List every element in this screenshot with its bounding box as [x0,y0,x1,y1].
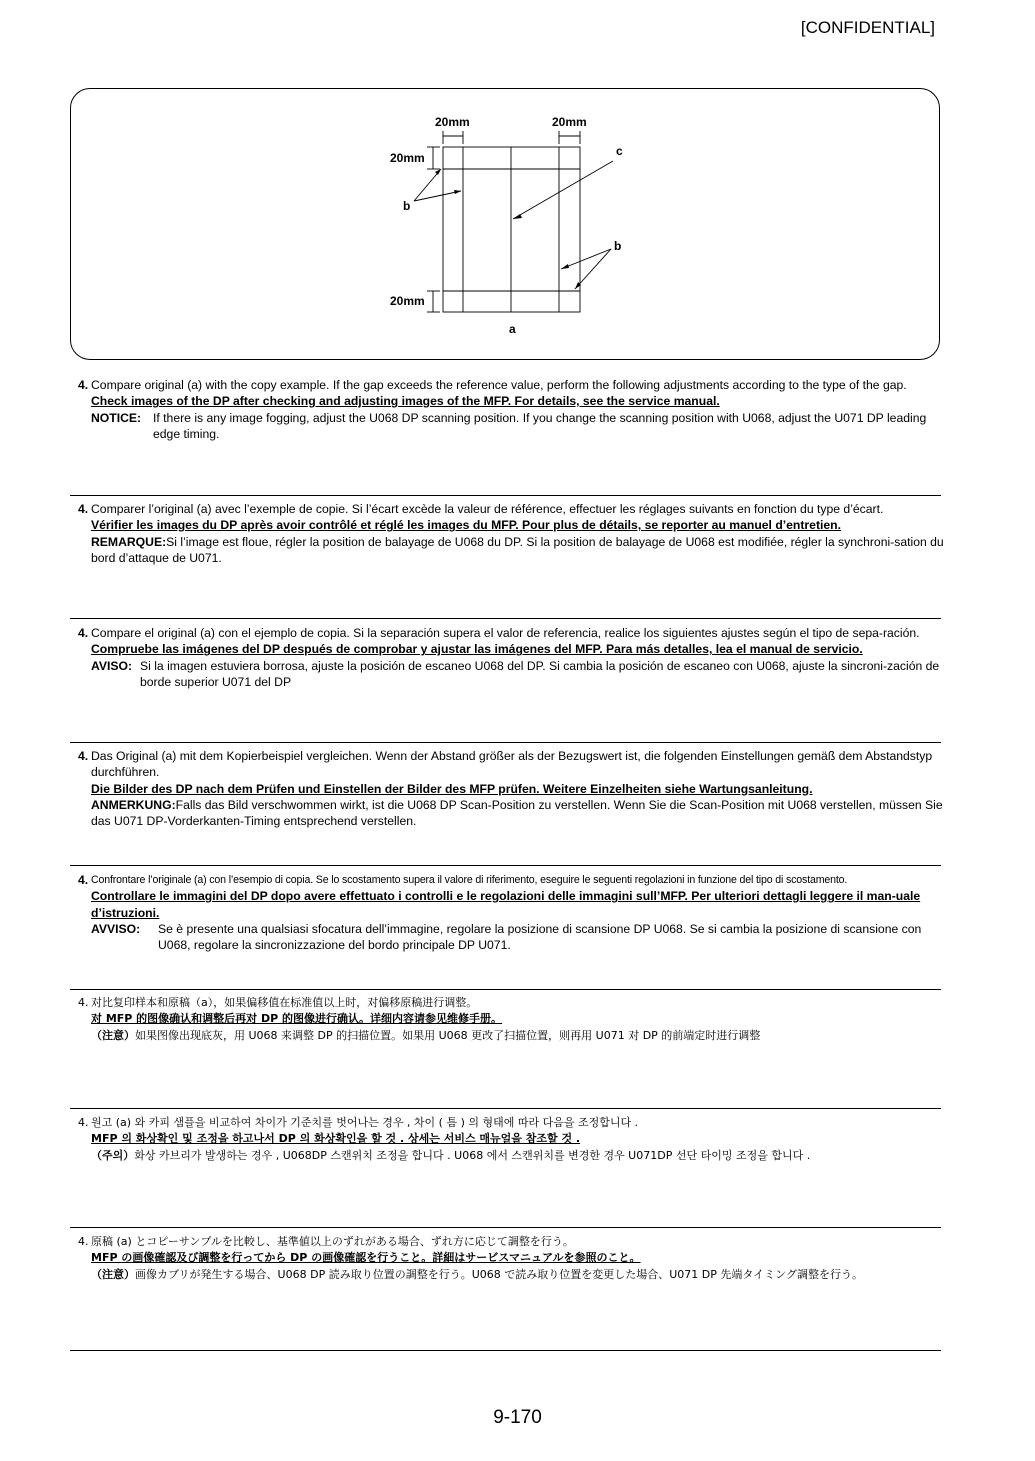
note-label: （주의） [91,1148,135,1162]
note-label: （注意） [91,1028,135,1042]
section-de [78,748,944,829]
divider [70,1227,941,1228]
step-emphasis: Compruebe las imágenes del DP después de comprobar y ajustar las imágenes del MFP. Para más detalles, lea el manual de servicio. [91,642,863,657]
section-zh [78,995,944,1044]
section-en [78,377,944,442]
note-label: AVVISO: [91,921,141,936]
note-block [91,534,944,567]
step-text: Confrontare l’originale (a) con l’esempio di copia. Se lo scostamento supera il valore di riferimento, eseguire le seguenti regolazioni in funzione del tipo di scostamento. [91,874,848,886]
step-number: 4. [78,873,89,887]
note-text: If there is any image fogging, adjust the U068 DP scanning position. If you change the scanning position with U068, adjust the U071 DP leading edge timing. [153,410,927,441]
step-text: 对比复印样本和原稿（a），如果偏移值在标准值以上时，对偏移原稿进行调整。 [91,996,478,1009]
section-ko [78,1115,944,1164]
step-text: Compare el original (a) con el ejemplo de copia. Si la separación supera el valor de referencia, realice los siguientes ajustes según el tipo de sepa-ración. [91,626,920,640]
note-text: 화상 카브리가 발생하는 경우 , U068DP 스캔위치 조정을 합니다 . U068 에서 스캔위치를 변경한 경우 U071DP 선단 타이밍 조정을 합니다 . [134,1148,811,1162]
step-number: 4. [78,502,89,516]
step-note [91,1267,944,1283]
dim-left-bottom: 20mm [390,294,425,308]
step-note [91,1028,944,1044]
note-text: Si l’image est floue, régler la position de balayage de U068 du DP. Si la position de balayage de U068 est modifiée, régler la synchroni-sation du bord d’attaque de U071. [91,534,944,565]
note-text: 画像カブリが発生する場合、U068 DP 読み取り位置の調整を行う。U068 で読み取り位置を変更した場合、U071 DP 先端タイミング調整を行う。 [135,1267,863,1281]
divider [70,865,941,866]
figure-diagram [71,89,941,361]
note-label: REMARQUE: [91,534,167,549]
divider [70,742,941,743]
dim-top-right: 20mm [552,115,587,129]
step-emphasis: 对 MFP 的图像确认和调整后再对 DP 的图像进行确认。详细内容请参见维修手册。 [91,1012,503,1026]
confidential-mark: [CONFIDENTIAL] [800,18,935,37]
step-number: 4. [78,378,89,392]
step-number: 4. [78,1235,89,1248]
dim-top-left: 20mm [435,115,470,129]
section-es [78,625,944,690]
divider [70,618,941,619]
step-text: Das Original (a) mit dem Kopierbeispiel vergleichen. Wenn der Abstand größer als der Bezugswert ist, die folgenden Einstellungen gemäß dem Abstandstyp durchführen. [91,749,933,780]
divider [70,1108,941,1109]
step-note [91,797,944,830]
divider [70,1350,941,1351]
step-text: 原稿 (a) とコピーサンプルを比較し、基準値以上のずれがある場合、ずれ方に応じて調整を行う。 [91,1235,574,1248]
step-emphasis: MFP 의 화상확인 및 조정을 하고나서 DP 의 화상확인을 할 것 . 상세는 서비스 매뉴얼을 참조할 것 . [91,1132,581,1146]
step-note [91,1148,944,1164]
note-label: （注意） [91,1267,135,1281]
step-note [91,534,944,567]
note-text: Se è presente una qualsiasi sfocatura dell’immagine, regolare la posizione di scansione DP U068. Se si cambia la posizione di scansione con U068, regolare la sincronizzazione del bordo principale DP U071. [158,921,922,953]
step-emphasis: Vérifier les images du DP après avoir contrôlé et réglé les images du MFP. Pour plus de détails, se reporter au manuel d’entretien. [91,518,842,533]
label-c: c [616,144,623,158]
step-number: 4. [78,1116,89,1129]
step-text: 원고 (a) 와 카피 샘플을 비교하여 차이가 기준치를 벗어나는 경우 , 차이 ( 틈 ) 의 형태에 따라 다음을 조정합니다 . [91,1116,639,1129]
step-number: 4. [78,626,89,640]
adjustment-figure [70,88,940,360]
step-note [91,410,944,443]
step-note [91,921,944,954]
divider [70,495,941,496]
section-it [78,872,944,953]
note-block [91,797,944,830]
note-text: Falls das Bild verschwommen wirkt, ist die U068 DP Scan-Position zu verstellen. Wenn Sie die Scan-Position mit U068 verstellen, müssen Sie das U071 DP-Vorderkanten-Timing entsprechend verstellen. [91,797,943,829]
step-emphasis: Check images of the DP after checking and adjusting images of the MFP. For details, see the service manual. [91,394,720,409]
divider [70,989,941,990]
page-number: 9-170 [493,1407,542,1428]
note-text: 如果图像出现底灰，用 U068 来调整 DP 的扫描位置。如果用 U068 更改了扫描位置，则再用 U071 对 DP 的前端定时进行调整 [135,1028,761,1042]
label-b-left: b [403,199,411,213]
step-emphasis: Die Bilder des DP nach dem Prüfen und Einstellen der Bilder des MFP prüfen. Weitere Einzelheiten siehe Wartungsanleitung. [91,781,813,796]
step-emphasis: Controllare le immagini del DP dopo avere effettuato i controlli e le regolazioni delle immagini sull’MFP. Per ulteriori dettagli leggere il man-uale d’istruzioni. [91,889,921,920]
step-text: Compare original (a) with the copy example. If the gap exceeds the reference value, perform the following adjustments according to the type of the gap. [91,378,907,392]
step-text: Comparer l’original (a) avec l’exemple de copie. Si l’écart excède la valeur de référence, effectuer les réglages suivants en fonction du type d’écart. [91,502,884,516]
label-b-right: b [614,239,622,253]
section-ja [78,1234,944,1283]
step-emphasis: MFP の画像確認及び調整を行ってから DP の画像確認を行うこと。詳細はサービスマニュアルを参照のこと。 [91,1251,641,1265]
step-number: 4. [78,996,89,1009]
dim-left-top: 20mm [390,151,425,165]
section-fr [78,501,944,566]
label-a: a [509,322,516,336]
note-label: AVISO: [91,658,133,673]
note-label: ANMERKUNG: [91,797,176,812]
step-number: 4. [78,749,89,763]
note-label: NOTICE: [91,410,142,425]
note-text: Si la imagen estuviera borrosa, ajuste la posición de escaneo U068 del DP. Si cambia la posición de escaneo con U068, ajuste la sincroni-zación de borde superior U071 del DP [140,658,940,689]
original-rect [443,147,580,312]
step-note [91,658,944,691]
